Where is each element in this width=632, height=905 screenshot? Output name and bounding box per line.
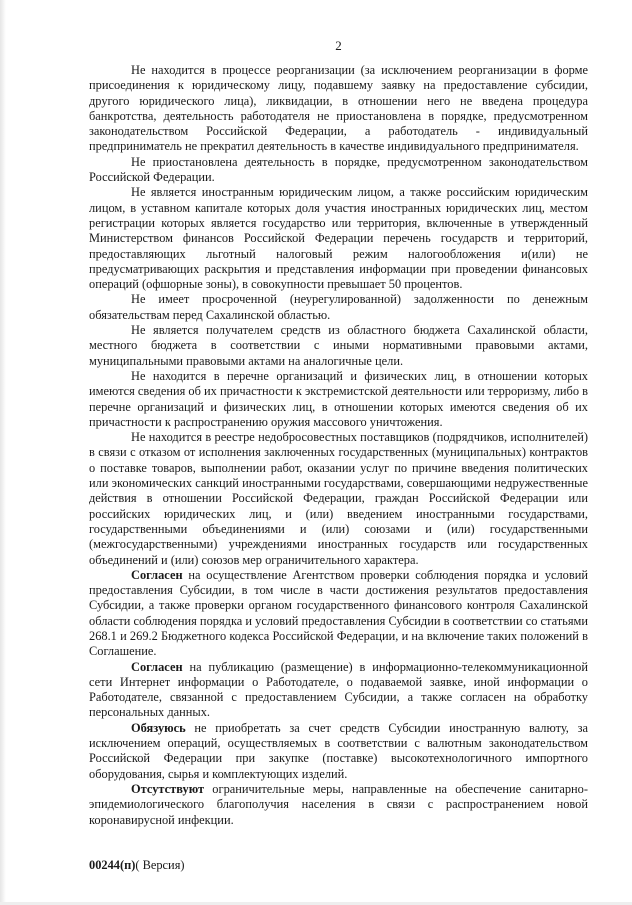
paragraph-text: Не является иностранным юридическим лицом, а также российским юридическим лицом, в уставном капитале которых доля участия иностранных юридических лиц, местом регистрации которых является государство или территория, включенные в утвержденный Министерством финансов Российской Федерации перечень государств и территорий, предоставляющих льготный налоговый режим налогообложения и(или) не предусматривающих раскрытия и представления информации при проведении финансовых операций (офшорные зоны), в совокупности превышает 50 процентов. xyxy=(89,185,588,292)
paragraph-text: на публикацию (размещение) в информационно-телекоммуникационной сети Интернет информации о Работодателе, о подаваемой заявке, иной информации о Работодателе, связанной с предоставлением Субсидии, а также согласен на обработку персональных данных. xyxy=(89,659,588,720)
paragraph xyxy=(89,323,588,369)
paragraph xyxy=(89,430,588,568)
scan-edge xyxy=(0,0,6,905)
paragraph-text: на осуществление Агентством проверки соблюдения порядка и условий предоставления Субсидии, в том числе в части достижения результатов предоставления Субсидии, а также проверки органом государственного финансового контроля Сахалинской области соблюдения порядка и условий предоставления Субсидии в соответствии со статьями 268.1 и 269.2 Бюджетного кодекса Российской Федерации, и на включение таких положений в Соглашение. xyxy=(89,567,588,659)
paragraph-text: Не приостановлена деятельность в порядке, предусмотренном законодательством Российской Федерации. xyxy=(89,154,588,185)
document-body xyxy=(89,63,588,828)
paragraph-text: Не находится в перечне организаций и физических лиц, в отношении которых имеются сведения об их причастности к экстремистской деятельности или терроризму, либо в перечне организаций и физических лиц, в отношении которых имеются сведения об их причастности к распространению оружия массового уничтожения. xyxy=(89,368,588,429)
paragraph xyxy=(89,369,588,430)
paragraph xyxy=(89,782,588,828)
paragraph xyxy=(89,292,588,323)
paragraph-text: Не находится в реестре недобросовестных поставщиков (подрядчиков, исполнителей) в связи с отказом от исполнения заключенных государственных (муниципальных) контрактов о поставке товаров, выполнении работ, оказании услуг по причине введения политических или экономических санкций иностранными государствами, совершающими недружественные действия в отношении Российской Федерации, граждан Российской Федерации или российских юридических лиц, и (или) введением иностранными государствами, государственными объединениями и (или) союзами и (или) государственными (межгосударственными) учреждениями иностранных государств или государственных объединений и (или) союзов мер ограничительного характера. xyxy=(89,430,588,567)
page-number: 2 xyxy=(335,38,342,53)
paragraph xyxy=(89,568,588,660)
paragraph-text: не приобретать за счет средств Субсидии иностранную валюту, за исключением операций, осуществляемых в соответствии с валютным законодательством Российской Федерации при закупке (поставке) высокотехнологичного импортного оборудования, сырья и комплектующих изделий. xyxy=(89,720,588,781)
document-footer xyxy=(89,858,185,873)
paragraph-lead: Согласен xyxy=(131,659,183,674)
paragraph-text: ограничительные меры, направленные на обеспечение санитарно-эпидемиологического благополучия населения в связи с распространением новой коронавирусной инфекции. xyxy=(89,781,588,827)
document-code: 00244(п) xyxy=(89,858,136,872)
paragraph-text: Не является получателем средств из областного бюджета Сахалинской области, местного бюджета в соответствии с иными нормативными правовыми актами, муниципальными правовыми актами на аналогичные цели. xyxy=(89,323,588,368)
paragraph xyxy=(89,721,588,782)
paragraph-lead: Обязуюсь xyxy=(131,720,186,735)
paragraph-lead: Отсутствуют xyxy=(131,781,205,796)
paragraph xyxy=(89,155,588,186)
paragraph xyxy=(89,185,588,292)
paragraph xyxy=(89,660,588,721)
paragraph-lead: Согласен xyxy=(131,567,183,582)
paragraph-text: Не имеет просроченной (неурегулированной) задолженности по денежным обязательствам перед Сахалинской областью. xyxy=(89,292,588,322)
paragraph xyxy=(89,63,588,155)
document-version: ( Версия) xyxy=(135,858,185,872)
paragraph-text: Не находится в процессе реорганизации (за исключением реорганизации в форме присоединения к юридическому лицу, подавшему заявку на предоставление субсидии, другого юридического лица), ликвидации, в отношении него не введена процедура банкротства, деятельность работодателя не приостановлена в порядке, предусмотренном законодательством Российской Федерации, а работодатель - индивидуальный предприниматель не прекратил деятельность в качестве индивидуального предпринимателя. xyxy=(89,63,588,154)
